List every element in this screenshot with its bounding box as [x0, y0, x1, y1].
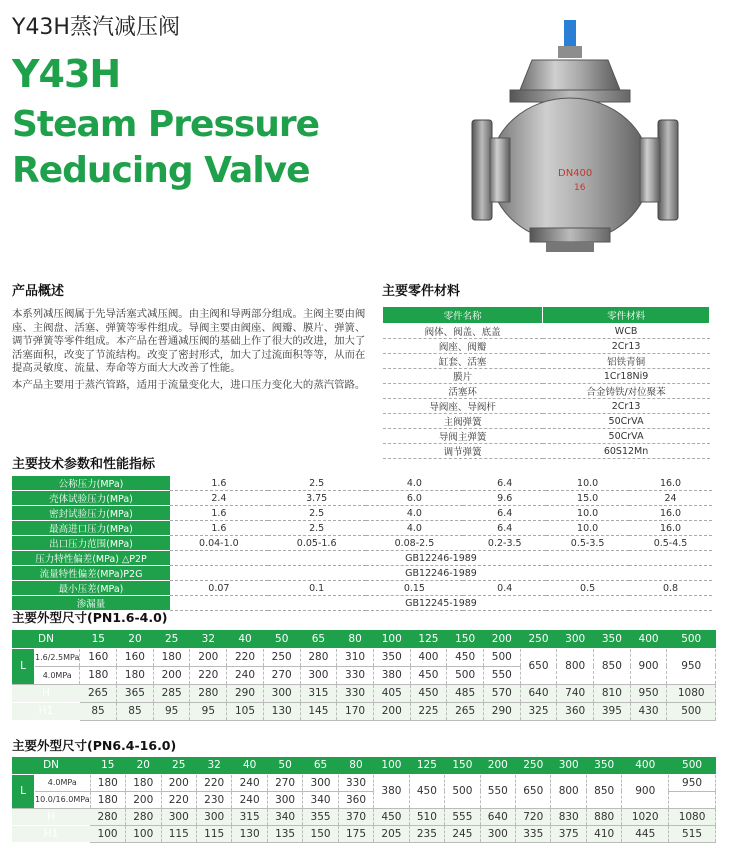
- h1-value: 115: [196, 825, 231, 842]
- l-value: 900: [630, 648, 667, 684]
- l-value: 300: [267, 791, 302, 808]
- table-row: [12, 476, 712, 491]
- dn-value: 25: [153, 630, 190, 648]
- table-row: [12, 630, 716, 648]
- dn-value: 40: [227, 630, 264, 648]
- spec-value: 1.6: [170, 506, 268, 521]
- spec-value: 6.0: [366, 491, 464, 506]
- table-row: [12, 551, 712, 566]
- spec-value: 4.0: [366, 521, 464, 536]
- dimensions-table-pn1.6-4.0: [12, 630, 716, 721]
- l-value: 300: [300, 666, 337, 684]
- h1-value: 100: [126, 825, 161, 842]
- spec-value: 0.1: [268, 581, 366, 596]
- spec-label: 流量特性偏差(MPa)P2G: [12, 566, 170, 581]
- spec-label: 出口压力范围(MPa): [12, 536, 170, 551]
- spec-value: 0.08-2.5: [366, 536, 464, 551]
- pressure-class-label: 1.6/2.5MPa: [35, 648, 80, 666]
- dimensions-heading-pn6.4-16.0: 主要外型尺寸(PN6.4-16.0): [12, 738, 177, 753]
- dn-value: 350: [594, 630, 631, 648]
- h1-value: 150: [303, 825, 338, 842]
- spec-value: 24: [629, 491, 712, 506]
- spec-heading: 主要技术参数和性能指标: [12, 457, 156, 472]
- table-row: [383, 399, 710, 414]
- spec-value: 2.5: [268, 506, 366, 521]
- valve-illustration: [470, 20, 680, 255]
- h-value: 300: [196, 808, 231, 825]
- spec-value: 2.5: [268, 476, 366, 491]
- dn-value: 80: [338, 757, 373, 774]
- dn-value: 400: [630, 630, 667, 648]
- l-value: 500: [445, 774, 480, 808]
- l-value: 650: [516, 774, 551, 808]
- dn-value: 250: [516, 757, 551, 774]
- pressure-class-label: 4.0MPa: [35, 774, 91, 791]
- l-value: 800: [551, 774, 586, 808]
- part-material: 50CrVA: [543, 429, 710, 444]
- part-name: 调节弹簧: [383, 444, 543, 459]
- h-value: 405: [373, 684, 410, 702]
- h1-value: 325: [520, 702, 557, 720]
- part-name: 阀座、阀瓣: [383, 339, 543, 354]
- table-row: [12, 536, 712, 551]
- l-value: 450: [447, 648, 484, 666]
- h1-value: 375: [551, 825, 586, 842]
- h-value: 640: [520, 684, 557, 702]
- dn-value: 65: [300, 630, 337, 648]
- spec-label: 压力特性偏差(MPa) △P2P: [12, 551, 170, 566]
- h1-value: 205: [374, 825, 409, 842]
- l-value: 160: [117, 648, 154, 666]
- h1-value: 445: [622, 825, 669, 842]
- h-value: 450: [410, 684, 447, 702]
- dn-value: 20: [126, 757, 161, 774]
- table-row: [383, 369, 710, 384]
- spec-value: 0.2-3.5: [463, 536, 546, 551]
- h-value: 1080: [669, 808, 716, 825]
- h-value: 640: [480, 808, 515, 825]
- l-value: 220: [227, 648, 264, 666]
- table-row: [12, 581, 712, 596]
- spec-value: 3.75: [268, 491, 366, 506]
- parts-header-material: 零件材料: [543, 307, 710, 324]
- title-line-2: Reducing Valve: [12, 150, 310, 191]
- h-value: 315: [300, 684, 337, 702]
- spec-value: 15.0: [546, 491, 629, 506]
- l-value: 200: [153, 666, 190, 684]
- h1-value: 105: [227, 702, 264, 720]
- l-value: 310: [337, 648, 374, 666]
- h1-value: 235: [409, 825, 444, 842]
- spec-label: 公称压力(MPa): [12, 476, 170, 491]
- spec-value: 0.5: [546, 581, 629, 596]
- dn-value: 300: [557, 630, 594, 648]
- parts-header-name: 零件名称: [383, 307, 543, 324]
- part-name: 导阀座、导阀杆: [383, 399, 543, 414]
- l-value: 900: [622, 774, 669, 808]
- h1-value: 245: [445, 825, 480, 842]
- part-material: 2Cr13: [543, 339, 710, 354]
- h-value: 265: [80, 684, 117, 702]
- spec-value: 0.5-4.5: [629, 536, 712, 551]
- part-name: 缸套、活塞: [383, 354, 543, 369]
- spec-value: 4.0: [366, 476, 464, 491]
- h-value: 300: [263, 684, 300, 702]
- h1-value: 85: [80, 702, 117, 720]
- l-value: 180: [153, 648, 190, 666]
- h-value: 330: [337, 684, 374, 702]
- overview-heading: 产品概述: [12, 284, 65, 299]
- h-value: 365: [117, 684, 154, 702]
- spec-value: GB12245-1989: [170, 596, 712, 611]
- h-value: 555: [445, 808, 480, 825]
- l-value: 180: [80, 666, 117, 684]
- l-value: 200: [190, 648, 227, 666]
- h-value: 355: [303, 808, 338, 825]
- spec-value: 0.04-1.0: [170, 536, 268, 551]
- h-value: 340: [267, 808, 302, 825]
- spec-value: 6.4: [463, 476, 546, 491]
- spec-value: 16.0: [629, 476, 712, 491]
- dn-label: DN: [12, 630, 80, 648]
- h-value: 280: [190, 684, 227, 702]
- l-value: 180: [126, 774, 161, 791]
- h-value: 950: [630, 684, 667, 702]
- spec-value: 9.6: [463, 491, 546, 506]
- table-row: [12, 774, 716, 791]
- part-material: 50CrVA: [543, 414, 710, 429]
- table-row: [12, 684, 716, 702]
- h1-value: 360: [557, 702, 594, 720]
- h-value: 280: [126, 808, 161, 825]
- l-value: 280: [300, 648, 337, 666]
- h-value: 285: [153, 684, 190, 702]
- dn-value: 200: [480, 757, 515, 774]
- h-value: 810: [594, 684, 631, 702]
- part-material: 合金铸铁/对位聚苯: [543, 384, 710, 399]
- part-material: 2Cr13: [543, 399, 710, 414]
- table-row: [383, 324, 710, 339]
- h1-value: 265: [447, 702, 484, 720]
- l-value: 950: [669, 774, 716, 791]
- table-row: [12, 566, 712, 581]
- table-row: [12, 702, 716, 720]
- l-value: 500: [483, 648, 520, 666]
- table-row: [383, 429, 710, 444]
- spec-value: 0.07: [170, 581, 268, 596]
- overview-paragraph-1: 本系列减压阀属于先导活塞式减压阀。由主阀和导两部分组成。主阀主要由阀座、主阀盘、活塞、弹簧等零件组成。导阀主要由阀座、阀瓣、膜片、弹簧、调节弹簧等零件组成。本产品在普通减压阀的基础上作了很大的改进，加大了活塞面积，改变了节流结构。改变了密封形式，加大了过流面积等等，从而在提高灵敏度、流量、寿命等方面大大改善了性能。: [12, 308, 366, 375]
- l-value: 200: [161, 774, 196, 791]
- l-value: 380: [373, 666, 410, 684]
- table-row: [12, 648, 716, 666]
- table-row: [12, 825, 716, 842]
- h-value: 1020: [622, 808, 669, 825]
- l-value: 330: [337, 666, 374, 684]
- h-value: 290: [227, 684, 264, 702]
- title-line-1: Steam Pressure: [12, 104, 320, 145]
- dn-value: 150: [445, 757, 480, 774]
- h-value: 720: [516, 808, 551, 825]
- spec-value: 6.4: [463, 506, 546, 521]
- l-value: 550: [483, 666, 520, 684]
- dn-value: 500: [667, 630, 716, 648]
- spec-value: 16.0: [629, 521, 712, 536]
- part-name: 导阀主弹簧: [383, 429, 543, 444]
- l-value: 550: [480, 774, 515, 808]
- dn-value: 32: [190, 630, 227, 648]
- h1-value: 135: [267, 825, 302, 842]
- h1-value: 500: [667, 702, 716, 720]
- part-material: WCB: [543, 324, 710, 339]
- l-value: 250: [263, 648, 300, 666]
- dn-value: 400: [622, 757, 669, 774]
- part-name: 阀体、阀盖、底盖: [383, 324, 543, 339]
- h-value: 300: [161, 808, 196, 825]
- spec-value: 0.5-3.5: [546, 536, 629, 551]
- svg-text:16: 16: [574, 183, 586, 193]
- svg-text:DN400: DN400: [558, 168, 593, 179]
- h1-value: 115: [161, 825, 196, 842]
- h1-value: 100: [90, 825, 125, 842]
- dn-value: 15: [80, 630, 117, 648]
- spec-value: 1.6: [170, 521, 268, 536]
- spec-value: GB12246-1989: [170, 566, 712, 581]
- part-material: 铝铁青铜: [543, 354, 710, 369]
- dn-value: 25: [161, 757, 196, 774]
- part-material: 1Cr18Ni9: [543, 369, 710, 384]
- h1-value: 515: [669, 825, 716, 842]
- h-value: 880: [586, 808, 621, 825]
- model-title: Y43H: [12, 52, 121, 96]
- l-value: 350: [373, 648, 410, 666]
- l-value: 240: [232, 791, 267, 808]
- table-row: [383, 354, 710, 369]
- dn-value: 350: [586, 757, 621, 774]
- h1-value: 170: [337, 702, 374, 720]
- dn-value: 100: [374, 757, 409, 774]
- h1-value: 410: [586, 825, 621, 842]
- dn-value: 80: [337, 630, 374, 648]
- part-name: 主阀弹簧: [383, 414, 543, 429]
- table-row: [12, 491, 712, 506]
- table-row: [383, 339, 710, 354]
- h-label: H: [12, 684, 80, 702]
- l-label: L: [12, 648, 35, 684]
- l-label: L: [12, 774, 35, 808]
- h-value: 510: [409, 808, 444, 825]
- spec-value: 6.4: [463, 521, 546, 536]
- dn-value: 32: [196, 757, 231, 774]
- l-value: 270: [263, 666, 300, 684]
- l-value: 400: [410, 648, 447, 666]
- dn-value: 50: [263, 630, 300, 648]
- spec-value: 4.0: [366, 506, 464, 521]
- spec-label: 最高进口压力(MPa): [12, 521, 170, 536]
- spec-value: 16.0: [629, 506, 712, 521]
- dn-value: 50: [267, 757, 302, 774]
- table-row: [383, 384, 710, 399]
- spec-label: 最小压差(MPa): [12, 581, 170, 596]
- l-value: 340: [303, 791, 338, 808]
- h1-label: H1: [12, 702, 80, 720]
- h1-value: 130: [232, 825, 267, 842]
- table-row: [12, 808, 716, 825]
- h1-label: H1: [12, 825, 90, 842]
- dimensions-table-pn6.4-16.0: [12, 757, 716, 843]
- h1-value: 95: [190, 702, 227, 720]
- dn-value: 125: [410, 630, 447, 648]
- spec-value: 10.0: [546, 476, 629, 491]
- l-value: 330: [338, 774, 373, 791]
- spec-value: 0.05-1.6: [268, 536, 366, 551]
- l-value: 850: [586, 774, 621, 808]
- h-label: H: [12, 808, 90, 825]
- l-value: 180: [117, 666, 154, 684]
- l-value: 450: [409, 774, 444, 808]
- h1-value: 145: [300, 702, 337, 720]
- spec-value: 10.0: [546, 506, 629, 521]
- spec-label: 渗漏量: [12, 596, 170, 611]
- l-value: 450: [410, 666, 447, 684]
- overview-text: [12, 308, 367, 396]
- h-value: 1080: [667, 684, 716, 702]
- spec-value: 0.4: [463, 581, 546, 596]
- parts-heading: 主要零件材料: [382, 284, 461, 299]
- l-value: 800: [557, 648, 594, 684]
- l-value-empty: [669, 791, 716, 808]
- parts-table: [382, 306, 710, 459]
- spec-value: 1.6: [170, 476, 268, 491]
- spec-value: GB12246-1989: [170, 551, 712, 566]
- spec-value: 2.4: [170, 491, 268, 506]
- l-value: 850: [594, 648, 631, 684]
- h-value: 315: [232, 808, 267, 825]
- table-row: [12, 521, 712, 536]
- spec-label: 密封试验压力(MPa): [12, 506, 170, 521]
- overview-paragraph-2: 本产品主要用于蒸汽管路，适用于流量变化大，进口压力变化大的蒸汽管路。: [12, 378, 366, 391]
- table-row: [383, 444, 710, 459]
- h1-value: 290: [483, 702, 520, 720]
- h-value: 570: [483, 684, 520, 702]
- dn-value: 500: [669, 757, 716, 774]
- spec-label: 壳体试验压力(MPa): [12, 491, 170, 506]
- h1-value: 335: [516, 825, 551, 842]
- h1-value: 175: [338, 825, 373, 842]
- l-value: 180: [90, 791, 125, 808]
- h1-value: 300: [480, 825, 515, 842]
- h-value: 830: [551, 808, 586, 825]
- l-value: 180: [90, 774, 125, 791]
- l-value: 300: [303, 774, 338, 791]
- h1-value: 130: [263, 702, 300, 720]
- dn-label: DN: [12, 757, 90, 774]
- pressure-class-label: 10.0/16.0MPa: [35, 791, 91, 808]
- h-value: 485: [447, 684, 484, 702]
- h1-value: 95: [153, 702, 190, 720]
- h1-value: 225: [410, 702, 447, 720]
- dn-value: 200: [483, 630, 520, 648]
- dn-value: 100: [373, 630, 410, 648]
- pressure-class-label: 4.0MPa: [35, 666, 80, 684]
- l-value: 380: [374, 774, 409, 808]
- dn-value: 300: [551, 757, 586, 774]
- h1-value: 395: [594, 702, 631, 720]
- part-name: 活塞环: [383, 384, 543, 399]
- h-value: 280: [90, 808, 125, 825]
- dn-value: 150: [447, 630, 484, 648]
- dimensions-heading-pn1.6-4.0: 主要外型尺寸(PN1.6-4.0): [12, 610, 168, 625]
- dn-value: 65: [303, 757, 338, 774]
- spec-value: 10.0: [546, 521, 629, 536]
- spec-value: 0.8: [629, 581, 712, 596]
- l-value: 360: [338, 791, 373, 808]
- l-value: 500: [447, 666, 484, 684]
- l-value: 230: [196, 791, 231, 808]
- dn-value: 15: [90, 757, 125, 774]
- l-value: 950: [667, 648, 716, 684]
- h1-value: 430: [630, 702, 667, 720]
- h-value: 450: [374, 808, 409, 825]
- l-value: 240: [227, 666, 264, 684]
- table-row: [12, 506, 712, 521]
- dn-value: 20: [117, 630, 154, 648]
- l-value: 200: [126, 791, 161, 808]
- l-value: 220: [196, 774, 231, 791]
- l-value: 220: [190, 666, 227, 684]
- l-value: 160: [80, 648, 117, 666]
- l-value: 220: [161, 791, 196, 808]
- spec-value: 2.5: [268, 521, 366, 536]
- dn-value: 40: [232, 757, 267, 774]
- table-row: [12, 757, 716, 774]
- l-value: 270: [267, 774, 302, 791]
- h-value: 370: [338, 808, 373, 825]
- h1-value: 200: [373, 702, 410, 720]
- part-name: 膜片: [383, 369, 543, 384]
- part-material: 60S12Mn: [543, 444, 710, 459]
- table-row: [383, 414, 710, 429]
- dn-value: 125: [409, 757, 444, 774]
- subtitle: Y43H蒸汽减压阀: [12, 15, 180, 40]
- l-value: 650: [520, 648, 557, 684]
- h1-value: 85: [117, 702, 154, 720]
- spec-table: [12, 476, 712, 611]
- h-value: 740: [557, 684, 594, 702]
- l-value: 240: [232, 774, 267, 791]
- spec-value: 0.15: [366, 581, 464, 596]
- dn-value: 250: [520, 630, 557, 648]
